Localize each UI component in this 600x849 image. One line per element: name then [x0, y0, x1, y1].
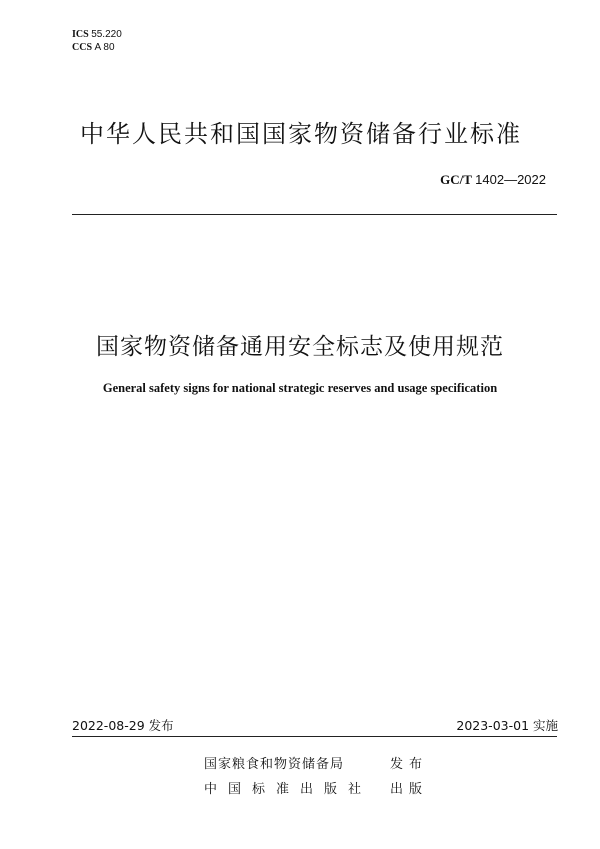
ccs-value: A 80 [94, 42, 115, 53]
issue-date: 2022-08-29 发布 [72, 718, 174, 733]
implement-date: 2023-03-01 实施 [456, 718, 558, 733]
ics-value: 55.220 [91, 29, 122, 40]
printer-org: 中国标准出版社 [204, 782, 373, 797]
standard-code: GC/T [440, 172, 472, 187]
standard-year-number: 1402—2022 [475, 172, 546, 187]
publisher-org: 国家粮食和物资储备局 [204, 757, 345, 772]
publisher-action: 发布 [390, 757, 429, 772]
bottom-divider [72, 736, 557, 737]
top-divider [72, 214, 557, 215]
classification-codes [72, 28, 122, 54]
industry-standard-title: 中华人民共和国国家物资储备行业标准 [80, 120, 522, 148]
ccs-label: CCS [72, 42, 93, 53]
ics-line [72, 28, 122, 41]
ccs-line [72, 41, 122, 54]
ics-label: ICS [72, 29, 89, 40]
printer-action: 出版 [390, 782, 429, 797]
document-title-cn: 国家物资储备通用安全标志及使用规范 [96, 334, 504, 360]
document-title-en: General safety signs for national strategic reserves and usage specification [102, 381, 498, 395]
standard-number [440, 172, 546, 188]
